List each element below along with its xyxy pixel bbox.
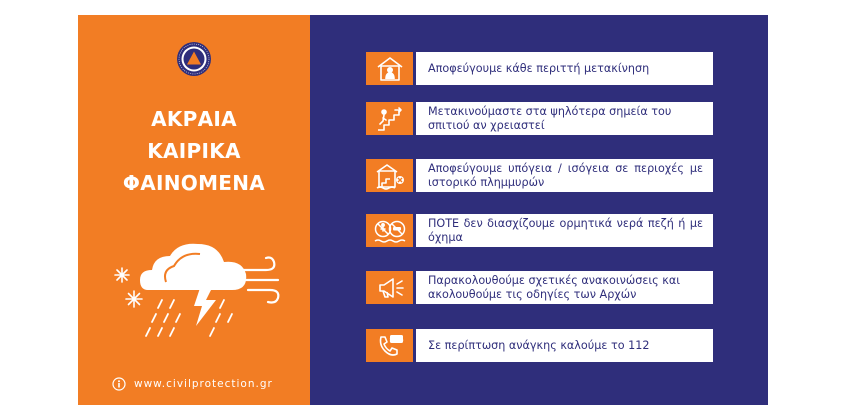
- list-item: [366, 102, 713, 135]
- left-panel: [78, 15, 310, 405]
- megaphone-icon: [366, 271, 413, 304]
- list-item: [366, 52, 713, 85]
- list-item-text: Αποφεύγουμε κάθε περιττή μετακίνηση: [428, 61, 650, 75]
- no-crossing-water-icon: [366, 214, 413, 247]
- list-item-text: Παρακολουθούμε σχετικές ανακοινώσεις και ακολουθούμε τις οδηγίες των Αρχών: [428, 273, 681, 301]
- title-line-3: ΦΑΙΝΟΜΕΝΑ: [122, 171, 266, 195]
- list-item: [366, 271, 713, 304]
- list-item-text: Μετακινούμαστε στα ψηλότερα σημεία του σπιτιού αν χρειαστεί: [428, 104, 672, 132]
- page-title: [78, 103, 310, 199]
- svg-text:SOS: SOS: [389, 336, 403, 343]
- infographic-panel: [78, 15, 768, 405]
- footer: [112, 377, 273, 391]
- title-line-2: ΚΑΙΡΙΚΑ: [147, 139, 241, 163]
- storm-weather-icon: [108, 230, 288, 345]
- website-link[interactable]: www.civilprotection.gr: [134, 378, 273, 390]
- list-item-text: Σε περίπτωση ανάγκης καλούμε το 112: [428, 338, 650, 352]
- climb-stairs-icon: [366, 102, 413, 135]
- title-line-1: ΑΚΡΑΙΑ: [151, 107, 237, 131]
- basement-flood-icon: [366, 159, 413, 192]
- list-item: [366, 159, 713, 192]
- list-item-text: Αποφεύγουμε υπόγεια / ισόγεια σε περιοχές με ιστορικό πλημμυρών: [428, 161, 703, 189]
- list-item: [366, 329, 713, 362]
- list-item-text: ΠΟΤΕ δεν διασχίζουμε ορμητικά νερά πεζή ή με όχημα: [428, 216, 703, 244]
- sos-phone-icon: [366, 329, 413, 362]
- info-icon: [112, 377, 126, 391]
- list-item: [366, 214, 713, 247]
- stay-home-icon: [366, 52, 413, 85]
- civil-protection-logo-icon: [176, 41, 212, 77]
